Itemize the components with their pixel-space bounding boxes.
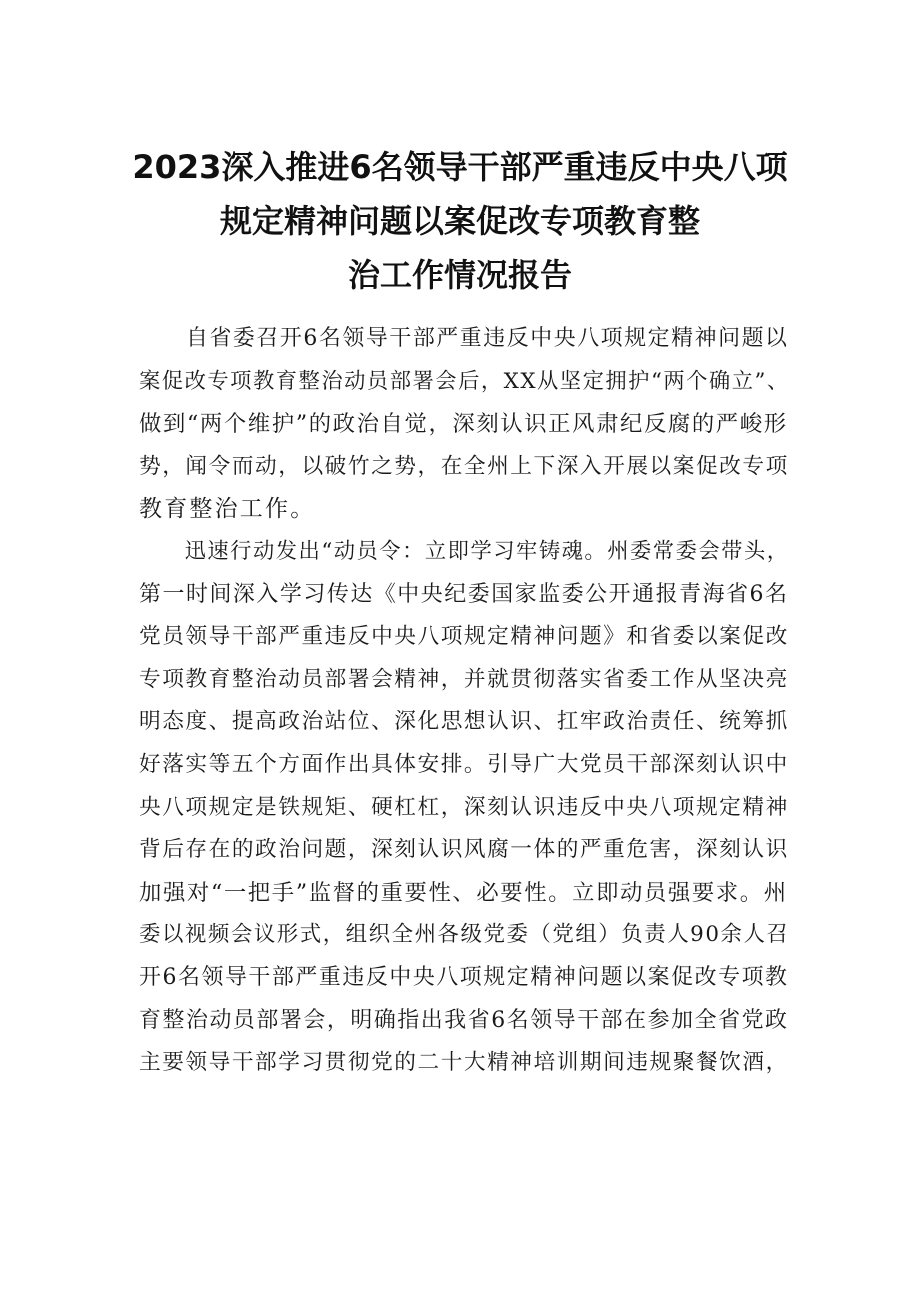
paragraph-line: 开6名领导干部严重违反中央八项规定精神问题以案促改专项教 [139,964,789,990]
title-line-2: 规定精神问题以案促改专项教育整 [219,202,700,240]
paragraph-line: 专项教育整治动员部署会精神，并就贯彻落实省委工作从坚决亮 [139,666,789,692]
paragraph-line: 做到“两个维护”的政治自觉，深刻认识正风肃纪反腐的严峻形 [139,411,788,438]
document-body [139,318,790,1085]
title-line-1: 2023深入推进6名领导干部严重违反中央八项 [132,148,788,186]
paragraph-line: 迅速行动发出“动员令：立即学习牢铸魂。州委常委会带头， [139,538,790,564]
paragraph-line: 自省委召开6名领导干部严重违反中央八项规定精神问题以 [139,326,789,351]
title-line-3: 治工作情况报告 [347,256,572,294]
paragraph-line: 委以视频会议形式，组织全州各级党委（党组）负责人90余人召 [139,922,790,948]
paragraph-line: 势，闻令而动，以破竹之势，在全州上下深入开展以案促改专项 [139,453,789,479]
paragraph-line: 第一时间深入学习传达《中央纪委国家监委公开通报青海省6名 [139,581,789,607]
paragraph-line: 明态度、提高政治站位、深化思想认识、扛牢政治责任、统筹抓 [139,709,789,735]
paragraph-line: 央八项规定是铁规矩、硬杠杠，深刻认识违反中央八项规定精神 [139,794,789,820]
paragraph-line: 加强对“一把手”监督的重要性、必要性。立即动员强要求。州 [139,879,788,906]
paragraph-line: 案促改专项教育整治动员部署会后，XX从坚定拥护“两个确立”、 [139,368,790,394]
paragraph-line: 育整治动员部署会，明确指出我省6名领导干部在参加全省党政 [139,1007,789,1033]
document-title [80,140,840,302]
paragraph-line: 党员领导干部严重违反中央八项规定精神问题》和省委以案促改 [139,624,789,650]
paragraph-line: 好落实等五个方面作出具体安排。引导广大党员干部深刻认识中 [139,751,789,777]
paragraph-line: 教育整治工作。 [139,496,316,523]
body-paragraph [139,531,790,1085]
paragraph-line: 背后存在的政治问题，深刻认识风腐一体的严重危害，深刻认识 [139,837,789,863]
body-paragraph [139,318,790,531]
paragraph-line: 主要领导干部学习贯彻党的二十大精神培训期间违规聚餐饮酒， [139,1050,789,1076]
